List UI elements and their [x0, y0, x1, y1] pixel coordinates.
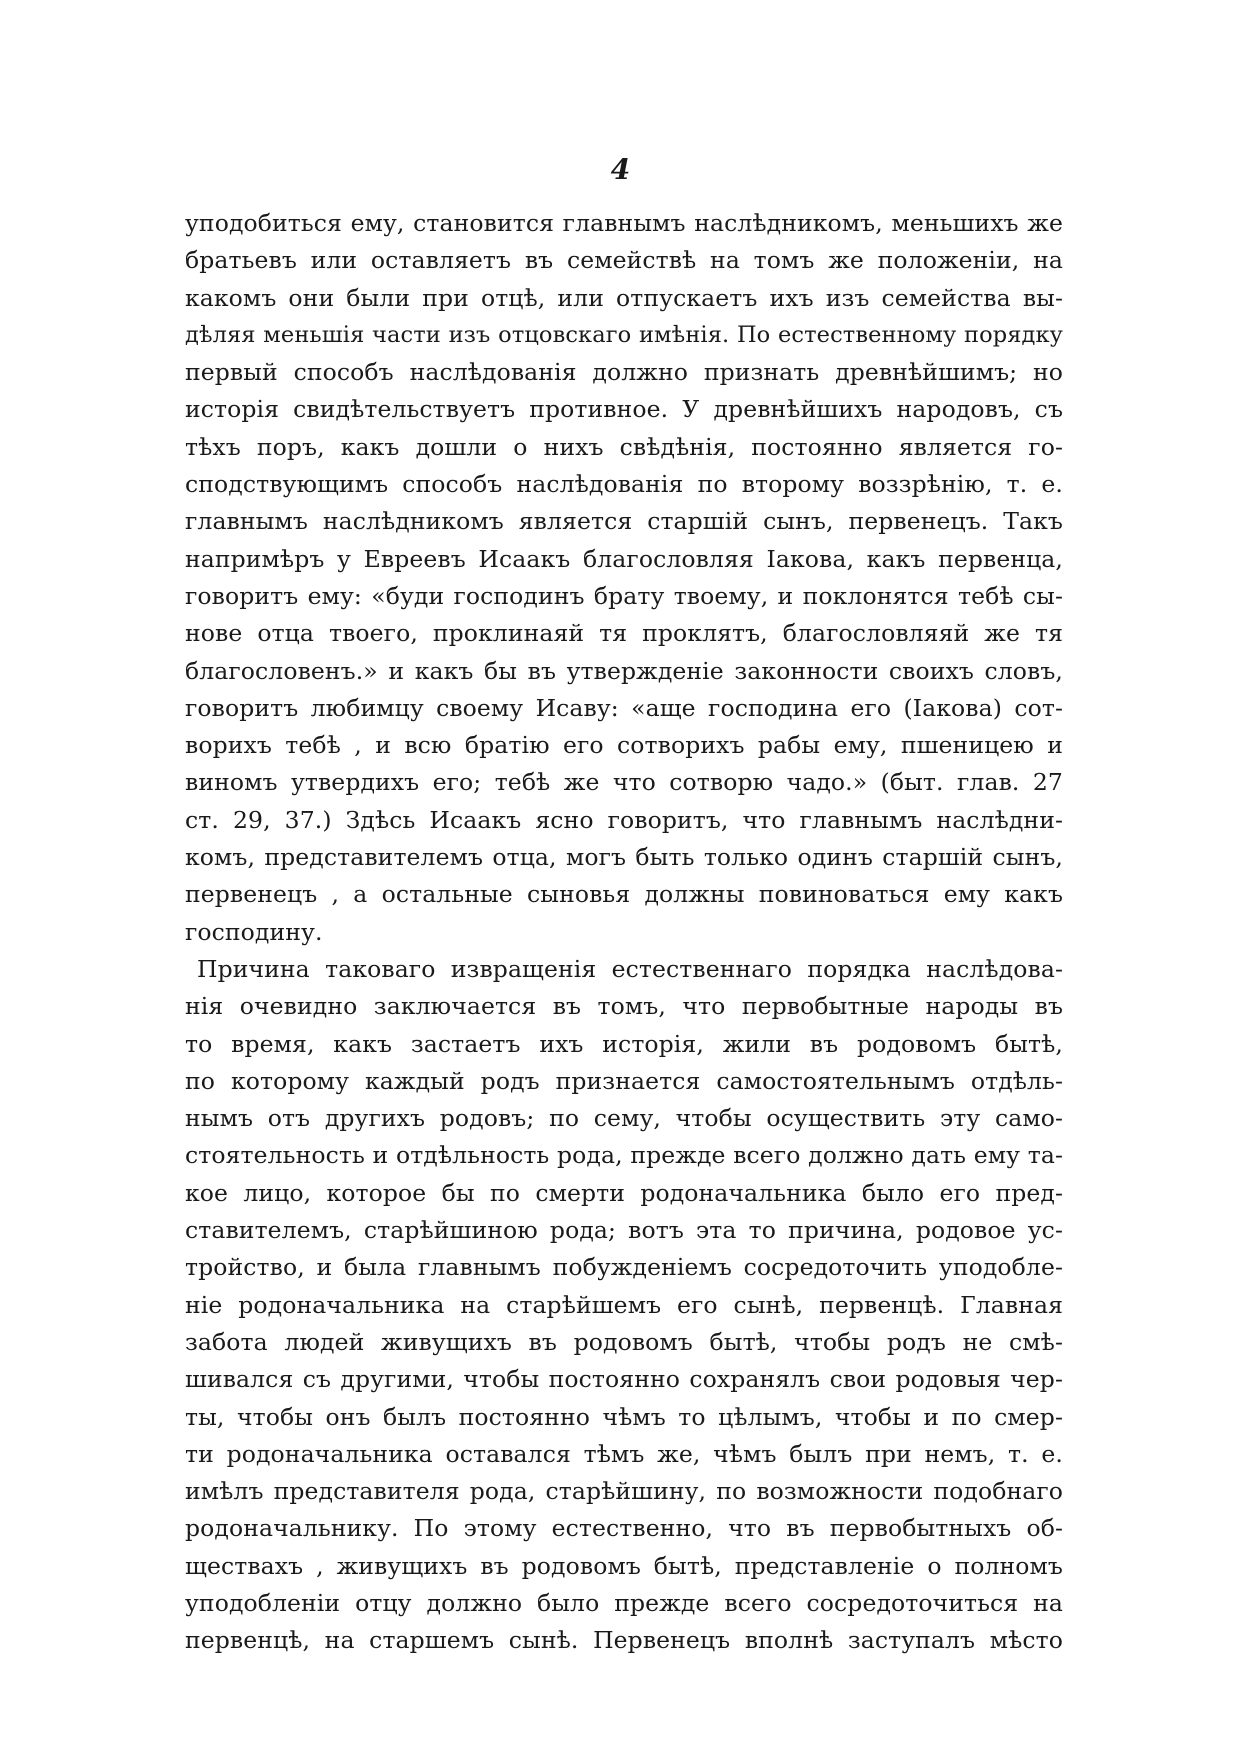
text-line: ты, чтобы онъ былъ постоянно чѣмъ то цѣлымъ, чтобы и по смер-	[185, 1402, 1063, 1431]
page-number: 4	[610, 153, 631, 186]
paragraph-1	[185, 205, 1063, 951]
text-line: комъ, представителемъ отца, могъ быть только одинъ старшій сынъ,	[185, 843, 1063, 872]
text-line: родоначальнику. По этому естественно, что въ первобытныхъ об-	[185, 1514, 1063, 1543]
text-line: сподствующимъ способъ наслѣдованія по второму воззрѣнію, т. е.	[185, 470, 1063, 499]
text-line: нія очевидно заключается въ томъ, что первобытные народы въ	[185, 992, 1063, 1021]
text-line: благословенъ.» и какъ бы въ утвержденіе законности своихъ словъ,	[185, 656, 1063, 685]
text-line: главнымъ наслѣдникомъ является старшій сынъ, первенецъ. Такъ	[185, 507, 1063, 536]
text-line: какомъ они были при отцѣ, или отпускаетъ ихъ изъ семейства вы-	[185, 283, 1063, 312]
text-line: забота людей живущихъ въ родовомъ бытѣ, чтобы родъ не смѣ-	[185, 1327, 1063, 1356]
text-line: кое лицо, которое бы по смерти родоначальника было его пред-	[185, 1178, 1063, 1207]
text-line: уподобиться ему, становится главнымъ наслѣдникомъ, меньшихъ же	[185, 209, 1063, 237]
text-line: ворихъ тебѣ , и всю братію его сотворихъ рабы ему, пшеницею и	[185, 731, 1063, 760]
text-line: стоятельность и отдѣльность рода, прежде всего должно дать ему та-	[185, 1141, 1063, 1170]
text-line: первенцѣ, на старшемъ сынѣ. Первенецъ вполнѣ заступалъ мѣсто	[185, 1626, 1063, 1655]
body-text	[185, 205, 1063, 1660]
text-line: ти родоначальника оставался тѣмъ же, чѣмъ былъ при немъ, т. е.	[185, 1439, 1063, 1468]
text-line: нымъ отъ другихъ родовъ; по сему, чтобы осуществить эту само-	[185, 1104, 1063, 1133]
text-line: дѣляя меньшія части изъ отцовскаго имѣнія. По естественному порядку	[185, 321, 1063, 348]
text-line: братьевъ или оставляетъ въ семействѣ на томъ же положеніи, на	[185, 246, 1063, 275]
text-line: напримѣръ у Евреевъ Исаакъ благословляя Іакова, какъ первенца,	[185, 544, 1063, 573]
text-line: уподобленіи отцу должно было прежде всего сосредоточиться на	[185, 1588, 1063, 1617]
text-line: ст. 29, 37.) Здѣсь Исаакъ ясно говоритъ, что главнымъ наслѣдни-	[185, 805, 1063, 834]
text-line: тѣхъ поръ, какъ дошли о нихъ свѣдѣнія, постоянно является го-	[185, 432, 1063, 461]
text-line: виномъ утвердихъ его; тебѣ же что сотворю чадо.» (быт. глав. 27	[185, 768, 1063, 797]
text-line: господину.	[185, 917, 323, 946]
text-line: имѣлъ представителя рода, старѣйшину, по возможности подобнаго	[185, 1477, 1063, 1506]
text-line: первый способъ наслѣдованія должно признать древнѣйшимъ; но	[185, 358, 1063, 387]
text-line: тройство, и была главнымъ побужденіемъ сосредоточить уподобле-	[185, 1253, 1063, 1282]
text-line: говоритъ ему: «буди господинъ брату твоему, и поклонятся тебѣ сы-	[185, 581, 1063, 610]
text-line: шивался съ другими, чтобы постоянно сохранялъ свои родовыя чер-	[185, 1365, 1063, 1394]
text-line: ставителемъ, старѣйшиною рода; вотъ эта то причина, родовое ус-	[185, 1216, 1063, 1245]
paragraph-2	[185, 951, 1063, 1660]
text-line: Причина таковаго извращенія естественнаго порядка наслѣдова-	[197, 954, 1063, 983]
text-line: первенецъ , а остальные сыновья должны повиноваться ему какъ	[185, 880, 1063, 909]
text-line: ществахъ , живущихъ въ родовомъ бытѣ, представленіе о полномъ	[185, 1551, 1063, 1580]
text-line: ніе родоначальника на старѣйшемъ его сынѣ, первенцѣ. Главная	[185, 1290, 1063, 1319]
text-line: то время, какъ застаетъ ихъ исторія, жили въ родовомъ бытѣ,	[185, 1029, 1063, 1058]
text-line: нове отца твоего, проклинаяй тя проклятъ, благословляяй же тя	[185, 619, 1063, 648]
text-line: говоритъ любимцу своему Исаву: «аще господина его (Іакова) сот-	[185, 693, 1063, 722]
text-line: по которому каждый родъ признается самостоятельнымъ отдѣль-	[185, 1066, 1063, 1095]
text-line: исторія свидѣтельствуетъ противное. У древнѣйшихъ народовъ, съ	[185, 395, 1063, 424]
